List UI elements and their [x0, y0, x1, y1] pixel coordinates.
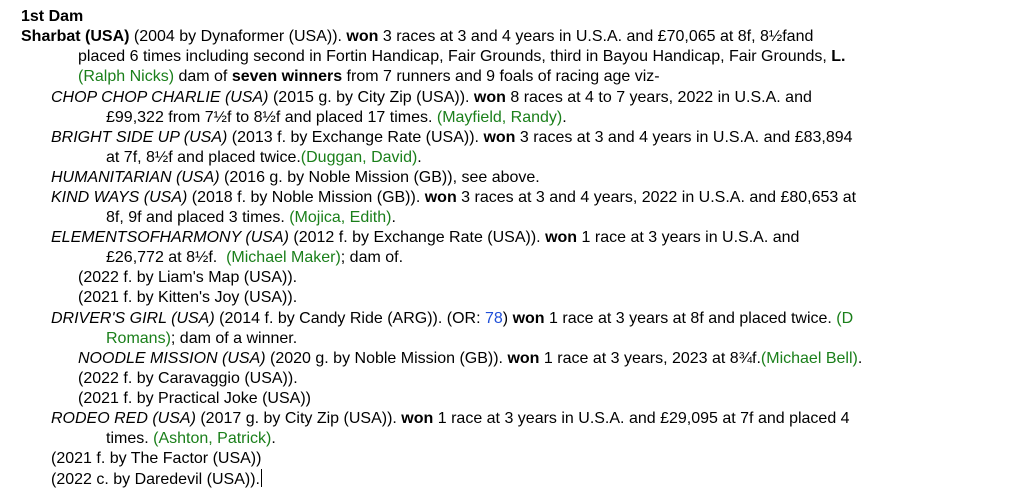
- entry-noodle-mission: [78, 349, 862, 369]
- horse-name: KIND WAYS (USA): [51, 189, 188, 206]
- horse-name: BRIGHT SIDE UP (USA): [51, 129, 228, 146]
- entry-text: (2016 g. by Noble Mission (GB)), see above.: [219, 169, 540, 186]
- trainer-link[interactable]: Romans): [106, 330, 171, 347]
- won-label: won: [424, 189, 457, 206]
- entry-kind-ways-cont: [106, 208, 396, 228]
- dam-text: dam of: [174, 68, 232, 85]
- won-label: won: [473, 89, 506, 106]
- foal-line: (2021 f. by The Factor (USA)): [51, 450, 262, 467]
- trainer-link[interactable]: (Ralph Nicks): [78, 68, 175, 85]
- dam-text: (2004 by Dynaformer (USA)).: [129, 28, 347, 45]
- foal-text: (2022 c. by Daredevil (USA)).: [51, 471, 260, 488]
- entry-text: times.: [106, 430, 154, 447]
- entry-text: .: [417, 149, 422, 166]
- won-label: won: [507, 350, 540, 367]
- entry-text: 8 races at 4 to 7 years, 2022 in U.S.A. and: [505, 89, 812, 106]
- section-heading: 1st Dam: [21, 8, 84, 25]
- entry-text: (2015 g. by City Zip (USA)).: [268, 89, 474, 106]
- trainer-link[interactable]: (Duggan, David): [300, 149, 418, 166]
- official-rating: 78: [485, 310, 503, 327]
- foal-line-last[interactable]: [51, 469, 262, 490]
- entry-bright-side-up-cont: [106, 148, 422, 168]
- entry-text: ; dam of.: [340, 249, 404, 266]
- dam-text: placed 6 times including second in Fortin Handicap, Fair Grounds, third in Bayou Handicap, Fair Grounds,: [78, 48, 832, 65]
- won-label: won: [512, 310, 545, 327]
- dam-line-2: [78, 47, 846, 67]
- entry-rodeo-red-cont: [106, 429, 276, 449]
- won-label: won: [545, 229, 578, 246]
- entry-text: ; dam of a winner.: [170, 330, 298, 347]
- text-cursor: [261, 469, 262, 487]
- listed-mark: L.: [831, 48, 846, 65]
- entry-text: (2020 g. by Noble Mission (GB)).: [265, 350, 508, 367]
- entry-text: (2013 f. by Exchange Rate (USA)).: [227, 129, 484, 146]
- entry-text: 1 race at 3 years in U.S.A. and: [577, 229, 800, 246]
- entry-text: at 7f, 8½f and placed twice.: [106, 149, 301, 166]
- horse-name: HUMANITARIAN (USA): [51, 169, 220, 186]
- entry-humanitarian: [51, 168, 540, 188]
- entry-text: (2018 f. by Noble Mission (GB)).: [187, 189, 425, 206]
- entry-text: £99,322 from 7½f to 8½f and placed 17 times.: [106, 109, 437, 126]
- entry-text: ): [502, 310, 513, 327]
- horse-name: NOODLE MISSION (USA): [78, 350, 266, 367]
- winners-count: seven winners: [231, 68, 343, 85]
- won-label: won: [483, 129, 516, 146]
- entry-text: 1 race at 3 years at 8f and placed twice.: [544, 310, 837, 327]
- trainer-link[interactable]: (Michael Maker): [226, 249, 341, 266]
- entry-text: 1 race at 3 years, 2023 at 8¾f.: [539, 350, 761, 367]
- won-label: won: [401, 410, 434, 427]
- foal-line: (2021 f. by Kitten's Joy (USA)).: [78, 289, 298, 306]
- entry-chop-chop-charlie: [51, 88, 812, 108]
- entry-text: (2012 f. by Exchange Rate (USA)).: [288, 229, 546, 246]
- trainer-link[interactable]: (Ashton, Patrick): [153, 430, 272, 447]
- dam-text: from 7 runners and 9 foals of racing age viz-: [342, 68, 660, 85]
- foal-line: (2022 f. by Caravaggio (USA)).: [78, 370, 298, 387]
- entry-text: 8f, 9f and placed 3 times.: [106, 209, 290, 226]
- dam-text: 3 races at 3 and 4 years in U.S.A. and £70,065 at 8f, 8½fand: [378, 28, 814, 45]
- trainer-link[interactable]: (Mojica, Edith): [289, 209, 392, 226]
- entry-kind-ways: [51, 188, 856, 208]
- entry-drivers-girl: [51, 309, 853, 329]
- entry-text: .: [562, 109, 567, 126]
- entry-text: .: [857, 350, 863, 367]
- dam-line-3: [78, 67, 660, 87]
- dam-line-1: [21, 27, 813, 47]
- trainer-link[interactable]: (Mayfield, Randy): [436, 109, 563, 126]
- foal-line: (2021 f. by Practical Joke (USA)): [78, 390, 311, 407]
- horse-name: CHOP CHOP CHARLIE (USA): [51, 89, 269, 106]
- trainer-link[interactable]: (Michael Bell): [760, 350, 858, 367]
- trainer-link[interactable]: (D: [836, 310, 854, 327]
- entry-drivers-girl-cont: [106, 329, 297, 349]
- entry-elementsofharmony-cont: [106, 248, 403, 268]
- entry-text: 3 races at 3 and 4 years in U.S.A. and £83,894: [515, 129, 853, 146]
- entry-text: 3 races at 3 and 4 years, 2022 in U.S.A. and £80,653 at: [456, 189, 857, 206]
- entry-text: .: [271, 430, 276, 447]
- entry-rodeo-red: [51, 409, 850, 429]
- entry-text: .: [391, 209, 396, 226]
- dam-name: Sharbat (USA): [21, 28, 130, 45]
- foal-line: (2022 f. by Liam's Map (USA)).: [78, 269, 298, 286]
- horse-name: DRIVER'S GIRL (USA): [51, 310, 215, 327]
- entry-text: (2017 g. by City Zip (USA)).: [195, 410, 402, 427]
- won-label: won: [346, 28, 379, 45]
- horse-name: RODEO RED (USA): [51, 410, 196, 427]
- entry-elementsofharmony: [51, 228, 799, 248]
- entry-chop-chop-charlie-cont: [106, 108, 567, 128]
- entry-text: (2014 f. by Candy Ride (ARG)). (OR:: [214, 310, 485, 327]
- entry-text: £26,772 at 8½f.: [106, 249, 227, 266]
- entry-text: 1 race at 3 years in U.S.A. and £29,095 at 7f and placed 4: [433, 410, 850, 427]
- horse-name: ELEMENTSOFHARMONY (USA): [51, 229, 289, 246]
- entry-bright-side-up: [51, 128, 853, 148]
